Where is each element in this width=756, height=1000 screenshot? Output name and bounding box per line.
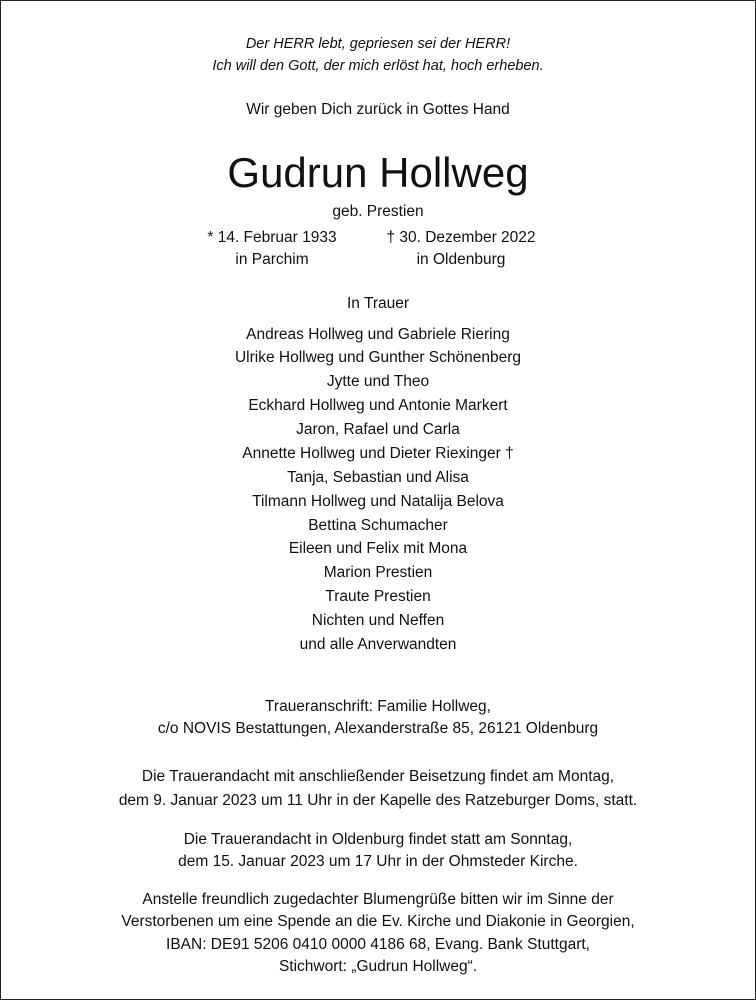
birth-place: in Parchim	[235, 251, 309, 268]
mourner: Jytte und Theo	[326, 373, 430, 390]
address-line: c/o NOVIS Bestattungen, Alexanderstraße 85, 26121 Oldenburg	[157, 720, 599, 737]
mourner: Tanja, Sebastian und Alisa	[287, 469, 469, 486]
maiden-name: geb. Prestien	[332, 203, 424, 220]
donation-line: Anstelle freundlich zugedachter Blumengrüße bitten wir im Sinne der	[142, 891, 614, 908]
verse-line: Der HERR lebt, gepriesen sei der HERR!	[245, 36, 511, 52]
intro-text: Wir geben Dich zurück in Gottes Hand	[246, 101, 510, 118]
mourner: Eileen und Felix mit Mona	[288, 540, 468, 557]
verse-line: Ich will den Gott, der mich erlöst hat, hoch erheben.	[212, 58, 544, 74]
mourners-heading: In Trauer	[346, 295, 410, 312]
mourner: Annette Hollweg und Dieter Riexinger †	[242, 445, 514, 462]
service-line: Die Trauerandacht in Oldenburg findet statt am Sonntag,	[183, 831, 573, 848]
mourner: Tilmann Hollweg und Natalija Belova	[252, 493, 504, 510]
mourner: Nichten und Neffen	[311, 612, 445, 629]
donation-line: Verstorbenen um eine Spende an die Ev. Kirche und Diakonie in Georgien,	[121, 913, 635, 930]
mourner: Marion Prestien	[323, 564, 433, 581]
donation-line: Stichwort: „Gudrun Hollweg“.	[278, 958, 478, 975]
mourner: Jaron, Rafael und Carla	[296, 421, 460, 438]
address-line: Traueranschrift: Familie Hollweg,	[265, 698, 491, 715]
mourner: Andreas Hollweg und Gabriele Riering	[246, 326, 510, 343]
mourner: Ulrike Hollweg und Gunther Schönenberg	[234, 349, 522, 366]
birth-date: * 14. Februar 1933	[207, 229, 337, 246]
mourner: Traute Prestien	[325, 588, 431, 605]
death-place: in Oldenburg	[416, 251, 506, 268]
service-line: dem 15. Januar 2023 um 17 Uhr in der Ohmsteder Kirche.	[178, 853, 578, 870]
service-line: Die Trauerandacht mit anschließender Beisetzung findet am Montag,	[141, 768, 615, 785]
death-date: † 30. Dezember 2022	[386, 229, 536, 246]
donation-line: IBAN: DE91 5206 0410 0000 4186 68, Evang. Bank Stuttgart,	[166, 936, 590, 953]
deceased-name: Gudrun Hollweg	[227, 149, 529, 196]
service-line: dem 9. Januar 2023 um 11 Uhr in der Kapelle des Ratzeburger Doms, statt.	[118, 792, 638, 809]
mourner: Eckhard Hollweg und Antonie Markert	[248, 397, 508, 414]
mourner: Bettina Schumacher	[308, 517, 448, 534]
mourner: und alle Anverwandten	[299, 636, 457, 653]
